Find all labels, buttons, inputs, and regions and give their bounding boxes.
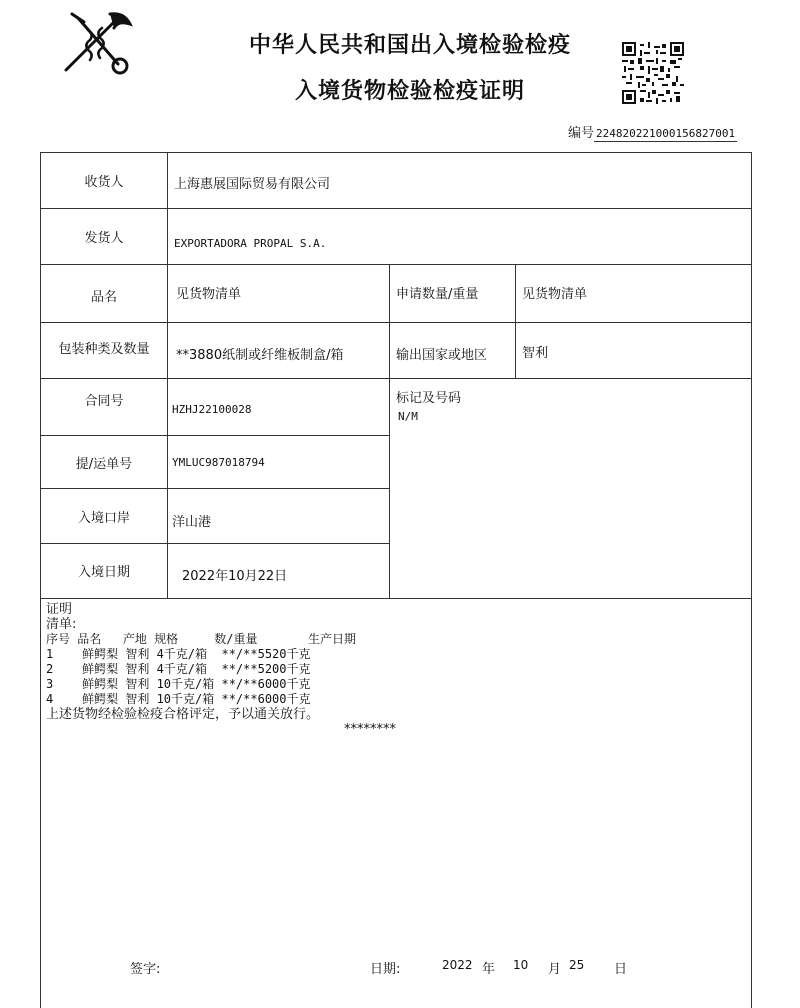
contract-label: 合同号 — [84, 394, 124, 409]
consignee-value: 上海惠展国际贸易有限公司 — [174, 177, 331, 192]
grid-line — [40, 435, 389, 436]
contract-value: HZHJ22100028 — [172, 403, 252, 416]
consignee-label: 收货人 — [84, 175, 124, 190]
bill-value: YMLUC987018794 — [172, 456, 265, 469]
certificate-heading: 证明 — [46, 602, 73, 617]
marks-value: N/M — [398, 410, 418, 423]
certificate-conclusion: 上述货物经检验检疫合格评定，予以通关放行。 — [46, 707, 320, 722]
consignor-value: EXPORTADORA PROPAL S.A. — [174, 237, 327, 250]
serial-number: 224820221000156827001 — [596, 127, 736, 140]
product-value: 见货物清单 — [176, 287, 242, 302]
grid-line — [40, 208, 752, 209]
grid-line — [40, 598, 752, 599]
document-subtitle: 入境货物检验检疫证明 — [294, 79, 525, 104]
grid-line — [389, 264, 390, 598]
date-label: 日期: — [370, 962, 401, 977]
serial-label: 编号 — [568, 126, 595, 141]
marks-label: 标记及号码 — [396, 391, 462, 406]
port-label: 入境口岸 — [77, 511, 130, 526]
certificate-body — [46, 602, 396, 737]
signature-label: 签字: — [130, 962, 161, 977]
entry-date-label: 入境日期 — [77, 565, 130, 580]
date-month-unit: 月 — [548, 962, 562, 977]
origin-value: 智利 — [522, 346, 549, 361]
goods-list-row: 1 鲜鳄梨 智利 4千克/箱 **/**5520千克 — [46, 647, 311, 661]
qr-code-icon[interactable] — [622, 42, 684, 104]
goods-list-header: 序号 品名 产地 规格 数/重量 生产日期 — [46, 632, 357, 646]
end-stars: ******** — [344, 722, 396, 737]
port-value: 洋山港 — [172, 515, 212, 530]
bill-label: 提/运单号 — [75, 457, 133, 472]
grid-line — [40, 488, 389, 489]
date-day: 25 — [569, 958, 585, 972]
goods-list-row: 2 鲜鳄梨 智利 4千克/箱 **/**5200千克 — [46, 662, 311, 676]
date-month: 10 — [513, 958, 529, 972]
goods-list-label: 清单: — [46, 617, 77, 632]
origin-label: 输出国家或地区 — [396, 348, 488, 363]
grid-line — [40, 322, 752, 323]
goods-list-row: 3 鲜鳄梨 智利 10千克/箱 **/**6000千克 — [46, 677, 311, 691]
declared-qty-label: 申请数量/重量 — [396, 287, 479, 302]
document-title: 中华人民共和国出入境检验检疫 — [248, 33, 571, 58]
declared-qty-value: 见货物清单 — [522, 287, 588, 302]
grid-line — [515, 264, 516, 378]
grid-line — [40, 264, 752, 265]
date-year-unit: 年 — [482, 962, 496, 977]
packaging-value: **3880纸制或纤维板制盒/箱 — [176, 348, 344, 363]
date-day-unit: 日 — [614, 962, 628, 977]
consignor-label: 发货人 — [84, 231, 124, 246]
grid-line — [40, 378, 752, 379]
grid-line — [40, 543, 389, 544]
goods-list-row: 4 鲜鳄梨 智利 10千克/箱 **/**6000千克 — [46, 692, 311, 706]
product-label: 品名 — [90, 290, 117, 305]
serial-number-field — [568, 122, 737, 141]
entry-date-value: 2022年10月22日 — [182, 569, 288, 584]
certificate-table — [40, 152, 752, 1008]
date-year: 2022 — [442, 958, 473, 972]
grid-line — [167, 152, 168, 598]
packaging-label: 包装种类及数量 — [58, 342, 150, 357]
